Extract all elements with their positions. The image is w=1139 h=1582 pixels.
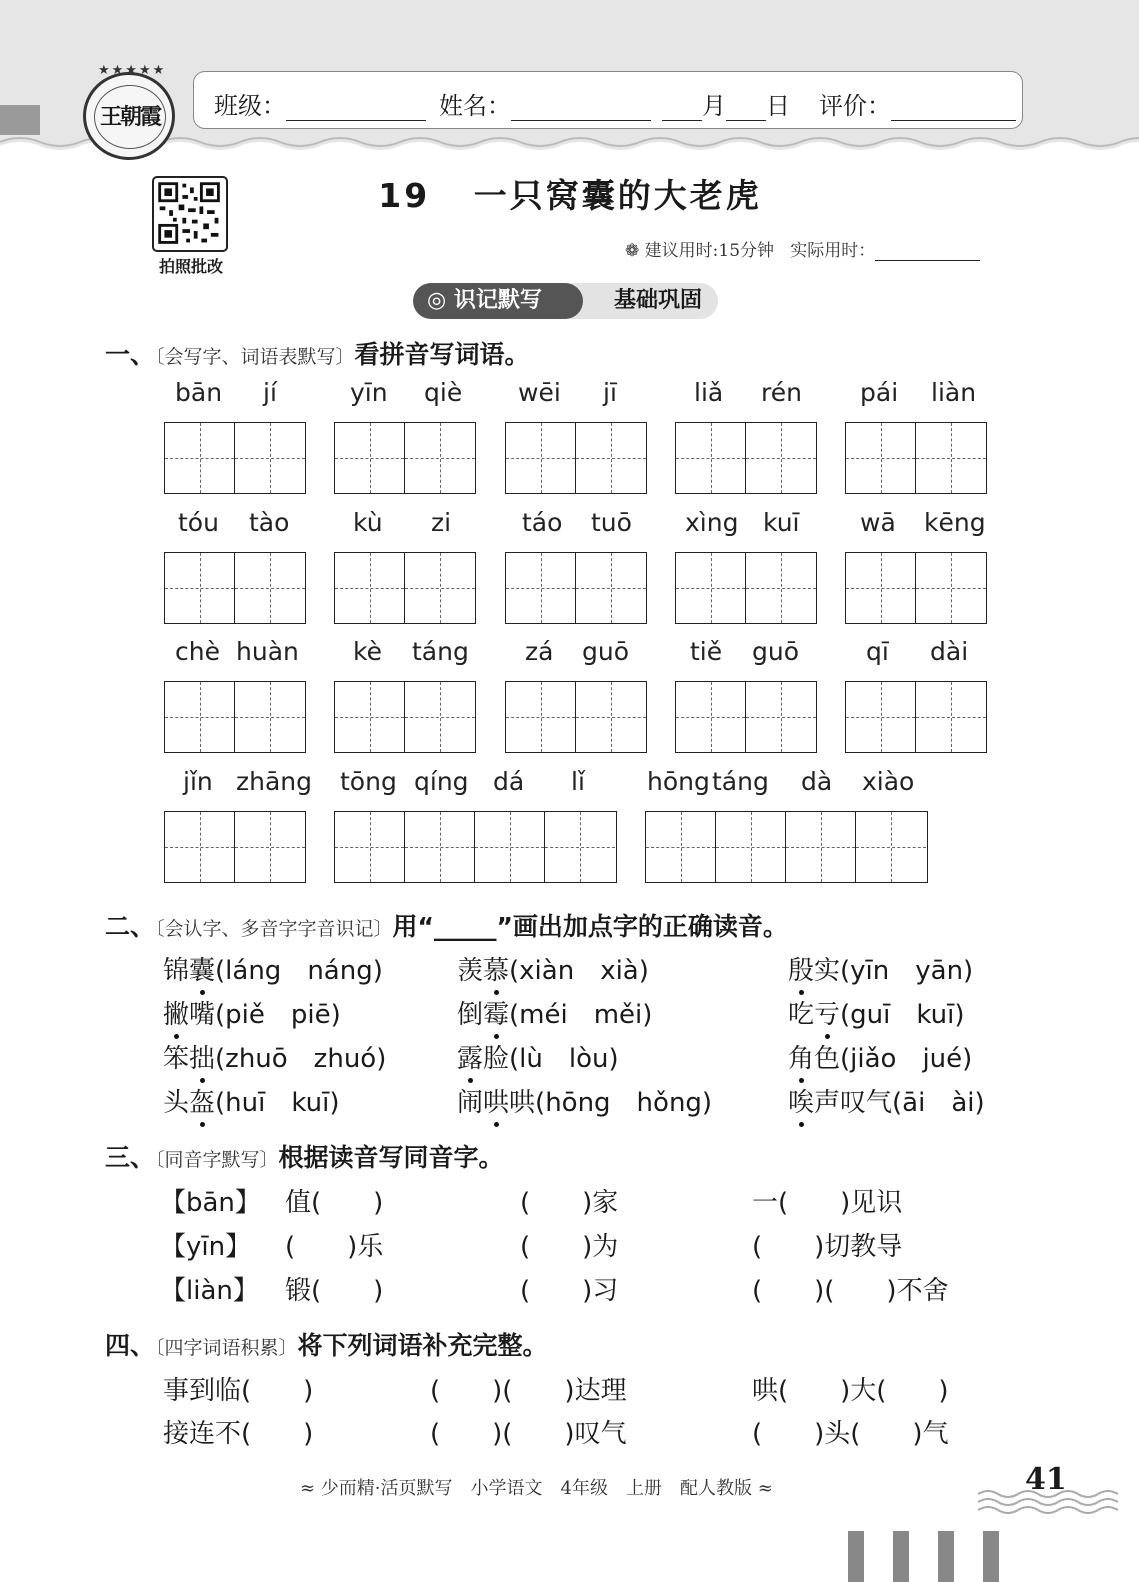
section1-instruction: 看拼音写词语。 bbox=[354, 340, 530, 369]
student-info-box bbox=[193, 71, 1023, 129]
homophone-blank[interactable]: ( )家 bbox=[520, 1188, 619, 1218]
homophone-key: 【yīn】 bbox=[160, 1232, 252, 1262]
lesson-title: 一只窝囊的大老虎 bbox=[473, 176, 762, 215]
idiom-blank[interactable]: ( )( )叹气 bbox=[430, 1419, 627, 1449]
rating-label: 评价： bbox=[819, 92, 891, 120]
pinyin: táng bbox=[412, 637, 469, 666]
pinyin: wēi bbox=[518, 378, 561, 407]
pinyin: yīn bbox=[350, 378, 388, 407]
writing-grid[interactable] bbox=[505, 552, 647, 624]
star-icon: ★★★★★ bbox=[98, 63, 167, 78]
month-label: 月 bbox=[702, 92, 726, 120]
pinyin: xiào bbox=[862, 767, 915, 796]
homophone-blank[interactable]: ( )切教导 bbox=[752, 1232, 903, 1262]
writing-grid[interactable] bbox=[675, 552, 817, 624]
qr-code-icon[interactable] bbox=[152, 176, 228, 252]
pinyin: táo bbox=[522, 508, 563, 537]
pronunciation-item[interactable]: 撇嘴(piě piē) bbox=[163, 994, 341, 1031]
pronunciation-item[interactable]: 唉声叹气(āi ài) bbox=[788, 1082, 985, 1119]
name-field[interactable] bbox=[439, 86, 651, 121]
banner-left-text: 识记默写 bbox=[453, 288, 542, 313]
actual-time-label: 实际用时： bbox=[790, 241, 876, 261]
footer-text: ≈ 少而精·活页默写 小学语文 4年级 上册 配人教版 ≈ bbox=[300, 1478, 773, 1499]
pinyin: jí bbox=[263, 378, 277, 407]
pronunciation-item[interactable]: 锦囊(láng náng) bbox=[163, 950, 383, 987]
pinyin: jī bbox=[603, 378, 617, 407]
day-blank[interactable] bbox=[726, 98, 766, 121]
medal-icon: ◎ bbox=[427, 288, 447, 313]
pinyin: kēng bbox=[924, 508, 986, 537]
pronunciation-item[interactable]: 倒霉(méi měi) bbox=[457, 994, 652, 1031]
brand-logo bbox=[83, 63, 175, 160]
flower-icon: ❁ bbox=[625, 241, 640, 261]
pinyin: zá bbox=[525, 637, 554, 666]
pinyin: liàn bbox=[931, 378, 977, 407]
date-field[interactable] bbox=[662, 86, 790, 121]
pinyin: qiè bbox=[424, 378, 463, 407]
pronunciation-item[interactable]: 头盔(huī kuī) bbox=[163, 1082, 339, 1119]
writing-grid[interactable] bbox=[505, 422, 647, 494]
section3-tag: 〔同音字默写〕 bbox=[155, 1149, 279, 1171]
pronunciation-item[interactable]: 露脸(lù lòu) bbox=[457, 1038, 619, 1075]
homophone-blank[interactable]: ( )为 bbox=[520, 1232, 619, 1262]
homophone-blank[interactable]: 值( ) bbox=[285, 1188, 384, 1218]
qr-label: 拍照批改 bbox=[158, 257, 223, 276]
pronunciation-item[interactable]: 羡慕(xiàn xià) bbox=[457, 950, 649, 987]
homophone-key: 【bān】 bbox=[160, 1188, 261, 1218]
pinyin: tóu bbox=[178, 508, 219, 537]
writing-grid[interactable] bbox=[675, 422, 817, 494]
rating-field[interactable] bbox=[819, 86, 1016, 121]
pinyin: tōng bbox=[340, 767, 397, 796]
pinyin: zhāng bbox=[236, 767, 313, 796]
class-blank[interactable] bbox=[286, 98, 426, 121]
pinyin: tiě bbox=[690, 637, 723, 666]
section3-title bbox=[105, 1138, 504, 1174]
homophone-blank[interactable]: ( )( )不舍 bbox=[752, 1276, 949, 1306]
writing-grid[interactable] bbox=[164, 681, 306, 753]
section2-title bbox=[105, 907, 788, 943]
logo-text: 王朝霞 bbox=[99, 104, 160, 130]
idiom-blank[interactable]: 事到临( ) bbox=[163, 1376, 314, 1406]
idiom-blank[interactable]: 接连不( ) bbox=[163, 1419, 314, 1449]
writing-grid[interactable] bbox=[845, 552, 987, 624]
pronunciation-item[interactable]: 吃亏(guī kuī) bbox=[788, 994, 964, 1031]
writing-grid[interactable] bbox=[164, 552, 306, 624]
pinyin: bān bbox=[175, 378, 223, 407]
pronunciation-item[interactable]: 闹哄哄(hōng hǒng) bbox=[457, 1082, 712, 1119]
class-label: 班级： bbox=[214, 92, 286, 120]
pronunciation-item[interactable]: 殷实(yīn yān) bbox=[788, 950, 973, 987]
pinyin: guō bbox=[752, 637, 800, 666]
pinyin: liǎ bbox=[694, 378, 724, 407]
section4-tag: 〔四字词语积累〕 bbox=[155, 1337, 298, 1359]
homophone-key: 【liàn】 bbox=[160, 1276, 259, 1306]
pronunciation-item[interactable]: 笨拙(zhuō zhuó) bbox=[163, 1038, 386, 1075]
homophone-blank[interactable]: 锻( ) bbox=[285, 1276, 384, 1306]
day-label: 日 bbox=[766, 92, 790, 120]
page-number: 41 bbox=[1025, 1462, 1067, 1497]
homophone-blank[interactable]: 一( )见识 bbox=[752, 1188, 903, 1218]
section1-num: 一、 bbox=[105, 340, 156, 369]
pinyin: dà bbox=[801, 767, 833, 796]
pinyin: wā bbox=[860, 508, 896, 537]
writing-grid[interactable] bbox=[334, 811, 617, 883]
section4-instruction: 将下列词语补充完整。 bbox=[297, 1331, 548, 1360]
banner-left bbox=[413, 283, 583, 319]
writing-grid[interactable] bbox=[505, 681, 647, 753]
writing-grid[interactable] bbox=[645, 811, 928, 883]
pinyin: guō bbox=[582, 637, 630, 666]
month-blank[interactable] bbox=[662, 98, 702, 121]
side-tab bbox=[0, 105, 40, 135]
section1-title bbox=[105, 335, 530, 371]
pinyin: chè bbox=[175, 637, 220, 666]
writing-grid[interactable] bbox=[845, 681, 987, 753]
pinyin: zi bbox=[431, 508, 452, 537]
name-label: 姓名： bbox=[439, 92, 511, 120]
idiom-blank[interactable]: ( )头( )气 bbox=[752, 1419, 949, 1449]
pinyin: tuō bbox=[591, 508, 632, 537]
rating-blank[interactable] bbox=[891, 98, 1016, 121]
pinyin: táng bbox=[712, 767, 769, 796]
idiom-blank[interactable]: 哄( )大( ) bbox=[752, 1376, 949, 1406]
banner-right: 基础巩固 bbox=[563, 283, 718, 319]
actual-time-blank[interactable] bbox=[875, 242, 980, 261]
lesson-number: 19 bbox=[378, 176, 431, 215]
pinyin: pái bbox=[860, 378, 899, 407]
section1-tag: 〔会写字、词语表默写〕 bbox=[155, 346, 355, 368]
pinyin: qíng bbox=[414, 767, 469, 796]
section4-num: 四、 bbox=[105, 1331, 156, 1360]
name-blank[interactable] bbox=[511, 98, 651, 121]
writing-grid[interactable] bbox=[675, 681, 817, 753]
timing-row bbox=[625, 236, 980, 261]
pinyin: jǐn bbox=[183, 767, 213, 796]
pinyin: tào bbox=[249, 508, 290, 537]
footer-wave-icon bbox=[978, 1488, 1118, 1514]
pinyin: kuī bbox=[763, 508, 800, 537]
page-title bbox=[360, 170, 780, 217]
section3-num: 三、 bbox=[105, 1143, 156, 1172]
writing-grid[interactable] bbox=[164, 422, 306, 494]
suggested-time: 建议用时:15分钟 bbox=[644, 241, 775, 261]
section2-num: 二、 bbox=[105, 912, 156, 941]
homophone-blank[interactable]: ( )习 bbox=[520, 1276, 619, 1306]
pinyin: kè bbox=[353, 637, 382, 666]
pinyin: dài bbox=[930, 637, 969, 666]
writing-grid[interactable] bbox=[334, 422, 476, 494]
pinyin: hōng bbox=[647, 767, 710, 796]
writing-grid[interactable] bbox=[334, 681, 476, 753]
pronunciation-item[interactable]: 角色(jiǎo jué) bbox=[788, 1038, 972, 1075]
pinyin: xìng bbox=[685, 508, 739, 537]
section3-instruction: 根据读音写同音字。 bbox=[278, 1143, 504, 1172]
pinyin: dá bbox=[493, 767, 525, 796]
pinyin: qī bbox=[866, 637, 889, 666]
pinyin: rén bbox=[761, 378, 802, 407]
pinyin: lǐ bbox=[571, 767, 585, 796]
section2-instruction: 用“_____”画出加点字的正确读音。 bbox=[392, 912, 788, 941]
class-field[interactable] bbox=[214, 86, 426, 121]
writing-grid[interactable] bbox=[334, 552, 476, 624]
idiom-blank[interactable]: ( )( )达理 bbox=[430, 1376, 627, 1406]
pinyin: huàn bbox=[236, 637, 299, 666]
homophone-blank[interactable]: ( )乐 bbox=[285, 1232, 384, 1262]
pinyin: kù bbox=[353, 508, 383, 537]
section-banner bbox=[413, 283, 718, 319]
section2-tag: 〔会认字、多音字字音识记〕 bbox=[155, 918, 393, 940]
section4-title bbox=[105, 1326, 548, 1362]
writing-grid[interactable] bbox=[845, 422, 987, 494]
writing-grid[interactable] bbox=[164, 811, 306, 883]
